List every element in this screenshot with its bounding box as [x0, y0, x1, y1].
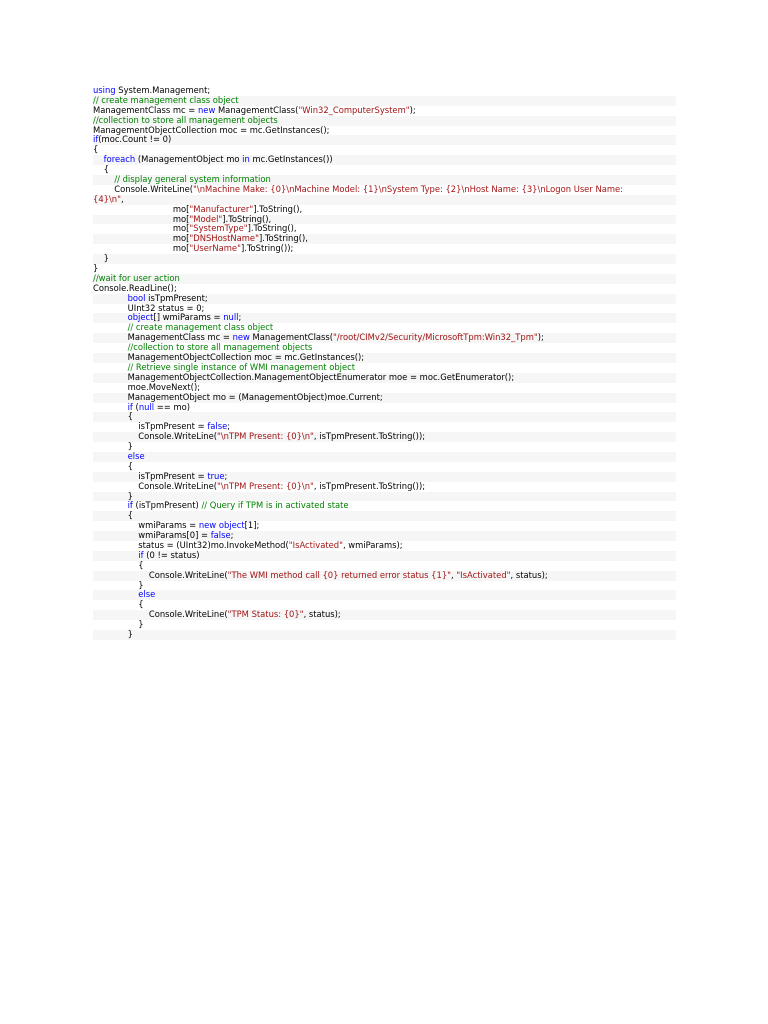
code-line — [93, 610, 676, 620]
code-text — [93, 550, 138, 560]
code-text: ].ToString(), — [258, 233, 308, 244]
code-text: ( — [132, 401, 139, 412]
code-string: "UserName" — [189, 243, 241, 254]
code-keyword: else — [138, 589, 156, 600]
code-text: { — [93, 144, 99, 155]
code-text: moe.MoveNext(); — [93, 381, 201, 392]
code-comment: // create management class object — [127, 322, 274, 333]
code-comment: // display general system information — [114, 174, 271, 185]
code-string: "TPM Status: {0}" — [227, 609, 304, 620]
code-text: , — [451, 569, 457, 580]
code-line — [93, 590, 676, 600]
code-line — [93, 452, 676, 462]
code-text: Console.ReadLine(); — [93, 282, 177, 293]
code-text: { — [93, 510, 133, 521]
code-keyword: bool — [127, 292, 146, 303]
code-text — [93, 402, 128, 412]
code-text: , status); — [303, 609, 341, 620]
code-text: , wmiParams); — [342, 539, 403, 550]
code-keyword: null — [223, 312, 239, 323]
code-text: ].ToString()); — [240, 243, 294, 254]
code-text: Console.WriteLine( — [93, 183, 194, 194]
code-keyword: new — [197, 104, 216, 115]
code-text — [93, 451, 128, 461]
code-text: { — [93, 460, 133, 471]
code-text: (moc.Count != 0) — [98, 134, 172, 145]
code-text: , — [120, 193, 124, 204]
code-keyword: object — [218, 520, 245, 531]
code-text: UInt32 status = 0; — [93, 302, 205, 313]
code-text: isTpmPresent = — [93, 421, 208, 432]
code-line — [93, 254, 676, 264]
code-comment: //collection to store all management objects — [93, 114, 278, 125]
code-text — [93, 500, 128, 510]
code-keyword: else — [127, 450, 145, 461]
code-text — [93, 293, 128, 303]
code-keyword: false — [207, 421, 228, 432]
code-comment: //wait for user action — [93, 272, 180, 283]
code-string: {4}\n" — [93, 193, 121, 204]
code-line — [93, 551, 676, 561]
code-text — [93, 362, 128, 372]
code-text: Console.WriteLine( — [93, 431, 217, 442]
code-line — [93, 274, 676, 284]
code-text: mc.GetInstances()) — [249, 154, 333, 165]
code-text: [1]; — [244, 520, 260, 531]
code-line — [93, 581, 676, 591]
code-string: "/root/CIMv2/Security/MicrosoftTpm:Win32_Tpm" — [333, 332, 538, 343]
code-text: ].ToString(), — [253, 203, 303, 214]
code-comment: // Retrieve single instance of WMI management object — [127, 361, 356, 372]
code-line — [93, 620, 676, 630]
code-text: , status); — [510, 569, 548, 580]
code-text: { — [93, 559, 144, 570]
code-text — [93, 322, 128, 332]
code-text: (ManagementObject mo — [135, 154, 243, 165]
code-keyword: false — [210, 530, 231, 541]
code-keyword: new — [232, 332, 250, 343]
code-keyword: if — [127, 401, 133, 412]
code-text — [93, 174, 114, 184]
code-line — [93, 185, 676, 195]
code-text: Console.WriteLine( — [93, 480, 217, 491]
code-text: (0 != status) — [143, 549, 200, 560]
code-text: } — [93, 253, 109, 264]
code-keyword: if — [127, 500, 133, 511]
code-keyword: if — [93, 134, 99, 145]
code-text: status = (UInt32)mo.InvokeMethod( — [93, 539, 289, 550]
code-line — [93, 432, 676, 442]
code-text — [93, 589, 138, 599]
code-keyword: in — [242, 154, 250, 165]
code-text: isTpmPresent = — [93, 470, 208, 481]
code-text: { — [93, 164, 109, 175]
code-string: "IsActivated" — [456, 569, 511, 580]
code-line — [93, 135, 676, 145]
code-string: "Win32_ComputerSystem" — [298, 104, 410, 115]
code-string: "Manufacturer" — [189, 203, 254, 214]
code-listing — [93, 86, 676, 640]
code-string: "SystemType" — [189, 223, 248, 234]
code-text: } — [93, 579, 144, 590]
code-text: ManagementObjectCollection moc = mc.GetInstances(); — [93, 124, 330, 135]
code-string: "The WMI method call {0} returned error status {1}" — [227, 569, 451, 580]
code-text: ].ToString(), — [222, 213, 272, 224]
code-text: , isTpmPresent.ToString()); — [313, 431, 426, 442]
code-keyword: null — [138, 401, 155, 412]
code-text: ManagementObjectCollection.ManagementObjectEnumerator moe = moc.GetEnumerator(); — [93, 371, 515, 382]
code-text: { — [93, 599, 144, 610]
code-text: ; — [227, 421, 231, 432]
code-text: mo[ — [93, 223, 190, 234]
code-line — [93, 482, 676, 492]
code-text: mo[ — [93, 203, 190, 214]
code-text: == mo) — [154, 401, 191, 412]
code-string: "\nTPM Present: {0}\n" — [217, 431, 314, 442]
code-text: ; — [224, 470, 228, 481]
code-string: "IsActivated" — [288, 539, 343, 550]
code-string: "DNSHostName" — [189, 233, 259, 244]
code-comment: //collection to store all management objects — [127, 342, 313, 353]
code-text: mo[ — [93, 233, 190, 244]
code-text: ManagementClass mc = — [93, 104, 198, 115]
code-line — [93, 403, 676, 413]
code-string: "\nMachine Make: {0}\nMachine Model: {1}\nSystem Type: {2}\nHost Name: {3}\nLogon User Name: — [193, 183, 623, 194]
code-text: ); — [409, 104, 416, 115]
code-line — [93, 244, 676, 254]
code-text: , isTpmPresent.ToString()); — [313, 480, 426, 491]
code-text: ; — [230, 530, 234, 541]
code-text: mo[ — [93, 243, 190, 254]
code-text: [] wmiParams = — [153, 312, 224, 323]
code-text: ManagementClass( — [249, 332, 334, 343]
code-text: ManagementObjectCollection moc = mc.GetInstances(); — [93, 352, 365, 363]
code-text — [93, 154, 104, 164]
code-text: ); — [537, 332, 544, 343]
code-text — [93, 312, 128, 322]
code-keyword: object — [127, 312, 154, 323]
code-comment: // create management class object — [93, 94, 239, 105]
code-string: "\nTPM Present: {0}\n" — [217, 480, 314, 491]
code-text: ManagementObject mo = (ManagementObject)moe.Current; — [93, 391, 383, 402]
code-text: wmiParams[0] = — [93, 530, 211, 541]
code-line — [93, 155, 676, 165]
code-text: ; — [238, 312, 242, 323]
code-text: Console.WriteLine( — [93, 569, 228, 580]
code-text: mo[ — [93, 213, 190, 224]
code-text: (isTpmPresent) — [132, 500, 202, 511]
code-text: System.Management; — [115, 85, 211, 95]
code-line — [93, 442, 676, 452]
code-text: Console.WriteLine( — [93, 609, 228, 620]
code-line — [93, 571, 676, 581]
code-text: isTpmPresent; — [145, 292, 208, 303]
code-text: ].ToString(), — [247, 223, 297, 234]
code-line — [93, 501, 676, 511]
code-text: } — [93, 490, 133, 501]
code-text: ManagementClass( — [215, 104, 299, 115]
code-line — [93, 264, 676, 274]
code-text: wmiParams = — [93, 520, 199, 531]
code-text: ManagementClass mc = — [93, 332, 233, 343]
code-keyword: using — [93, 85, 116, 95]
code-text: } — [93, 619, 144, 630]
code-text: } — [93, 628, 133, 639]
code-keyword: true — [207, 470, 225, 481]
code-keyword: if — [138, 549, 144, 560]
code-text — [93, 342, 128, 352]
code-text: } — [93, 263, 99, 274]
code-keyword: new — [198, 520, 217, 531]
code-text: } — [93, 441, 133, 452]
code-text: { — [93, 411, 133, 422]
code-line — [93, 126, 676, 136]
code-keyword: foreach — [103, 154, 136, 165]
code-line — [93, 630, 676, 640]
code-comment: // Query if TPM is in activated state — [201, 500, 349, 511]
code-string: "Model" — [189, 213, 223, 224]
